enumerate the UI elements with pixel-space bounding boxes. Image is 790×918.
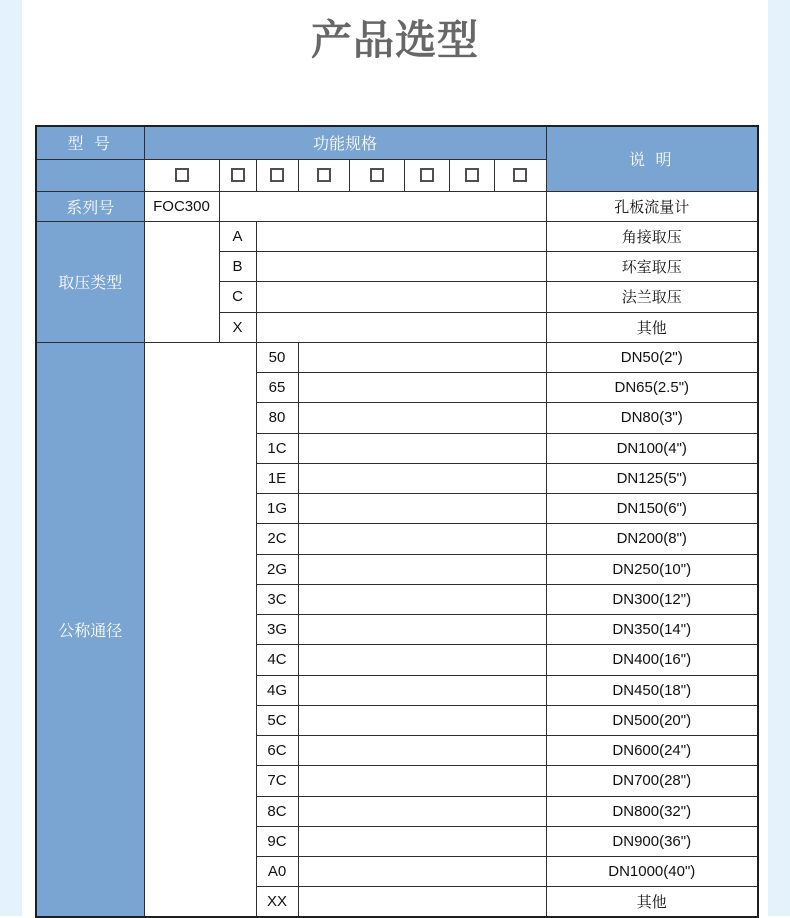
series-code-cell: FOC300 (144, 191, 219, 221)
empty-cell (219, 191, 546, 221)
empty-cell (298, 826, 546, 856)
option-description-cell: 其他 (546, 887, 758, 917)
option-code-cell: 8C (256, 796, 298, 826)
option-description-cell: DN700(28") (546, 766, 758, 796)
spec-checkbox-cell (449, 159, 494, 191)
model-column-header: 型 号 (36, 126, 144, 159)
empty-cell (144, 342, 256, 917)
empty-cell (298, 675, 546, 705)
empty-cell (298, 373, 546, 403)
model-header-spacer (36, 159, 144, 191)
page-margin-left (0, 0, 22, 916)
option-description-cell: DN450(18") (546, 675, 758, 705)
option-description-cell: DN150(6") (546, 494, 758, 524)
empty-cell (298, 554, 546, 584)
empty-cell (256, 282, 546, 312)
empty-cell (298, 342, 546, 372)
spec-checkbox-cell (219, 159, 256, 191)
series-row (36, 191, 758, 221)
option-description-cell: 角接取压 (546, 221, 758, 251)
option-code-cell: X (219, 312, 256, 342)
option-code-cell: 7C (256, 766, 298, 796)
option-description-cell: DN80(3") (546, 403, 758, 433)
option-description-cell: DN250(10") (546, 554, 758, 584)
option-description-cell: DN600(24") (546, 736, 758, 766)
empty-cell (298, 524, 546, 554)
empty-checkbox-icon[interactable] (513, 168, 527, 182)
empty-cell (256, 221, 546, 251)
option-description-cell: DN125(5") (546, 463, 758, 493)
description-column-header: 说 明 (546, 126, 758, 191)
spec-checkbox-cell (144, 159, 219, 191)
option-code-cell: A (219, 221, 256, 251)
empty-cell (298, 857, 546, 887)
option-description-cell: DN400(16") (546, 645, 758, 675)
option-code-cell: B (219, 252, 256, 282)
option-code-cell: 4C (256, 645, 298, 675)
option-description-cell: DN800(32") (546, 796, 758, 826)
option-code-cell: 9C (256, 826, 298, 856)
table-row (36, 342, 758, 372)
option-description-cell: DN900(36") (546, 826, 758, 856)
option-code-cell: 1G (256, 494, 298, 524)
option-description-cell: 环室取压 (546, 252, 758, 282)
option-code-cell: 65 (256, 373, 298, 403)
option-code-cell: 2C (256, 524, 298, 554)
empty-checkbox-icon[interactable] (175, 168, 189, 182)
option-code-cell: 4G (256, 675, 298, 705)
pressure-type-label: 取压类型 (36, 221, 144, 342)
option-code-cell: 5C (256, 705, 298, 735)
product-selection-table (35, 125, 759, 918)
spec-checkbox-cell (349, 159, 404, 191)
option-code-cell: 6C (256, 736, 298, 766)
empty-checkbox-icon[interactable] (420, 168, 434, 182)
empty-cell (298, 584, 546, 614)
option-code-cell: A0 (256, 857, 298, 887)
series-description-cell: 孔板流量计 (546, 191, 758, 221)
option-code-cell: 3G (256, 615, 298, 645)
nominal-diameter-label: 公称通径 (36, 342, 144, 917)
option-code-cell: 3C (256, 584, 298, 614)
option-description-cell: DN200(8") (546, 524, 758, 554)
spec-checkbox-cell (494, 159, 546, 191)
option-code-cell: XX (256, 887, 298, 917)
empty-checkbox-icon[interactable] (270, 168, 284, 182)
empty-cell (298, 463, 546, 493)
empty-cell (298, 433, 546, 463)
option-description-cell: DN500(20") (546, 705, 758, 735)
spec-column-header: 功能规格 (144, 126, 546, 159)
option-description-cell: DN1000(40") (546, 857, 758, 887)
series-row-label: 系列号 (36, 191, 144, 221)
empty-checkbox-icon[interactable] (465, 168, 479, 182)
spec-checkbox-cell (404, 159, 449, 191)
option-description-cell: DN350(14") (546, 615, 758, 645)
empty-cell (298, 645, 546, 675)
option-description-cell: DN50(2") (546, 342, 758, 372)
empty-cell (298, 615, 546, 645)
empty-cell (298, 705, 546, 735)
page-title: 产品选型 (311, 17, 479, 63)
empty-checkbox-icon[interactable] (317, 168, 331, 182)
spec-checkbox-cell (256, 159, 298, 191)
empty-cell (298, 796, 546, 826)
option-code-cell: 1C (256, 433, 298, 463)
option-description-cell: 其他 (546, 312, 758, 342)
table-row (36, 221, 758, 251)
option-description-cell: DN300(12") (546, 584, 758, 614)
empty-cell (298, 403, 546, 433)
empty-cell (256, 312, 546, 342)
empty-cell (298, 887, 546, 917)
option-description-cell: DN100(4") (546, 433, 758, 463)
empty-cell (298, 766, 546, 796)
option-code-cell: 2G (256, 554, 298, 584)
empty-checkbox-icon[interactable] (370, 168, 384, 182)
empty-checkbox-icon[interactable] (231, 168, 245, 182)
option-description-cell: 法兰取压 (546, 282, 758, 312)
empty-cell (144, 221, 219, 342)
option-code-cell: 50 (256, 342, 298, 372)
page-margin-right (768, 0, 790, 916)
table-header-row (36, 126, 758, 159)
empty-cell (298, 494, 546, 524)
option-code-cell: 80 (256, 403, 298, 433)
option-description-cell: DN65(2.5") (546, 373, 758, 403)
option-code-cell: 1E (256, 463, 298, 493)
option-code-cell: C (219, 282, 256, 312)
empty-cell (298, 736, 546, 766)
spec-checkbox-cell (298, 159, 349, 191)
empty-cell (256, 252, 546, 282)
